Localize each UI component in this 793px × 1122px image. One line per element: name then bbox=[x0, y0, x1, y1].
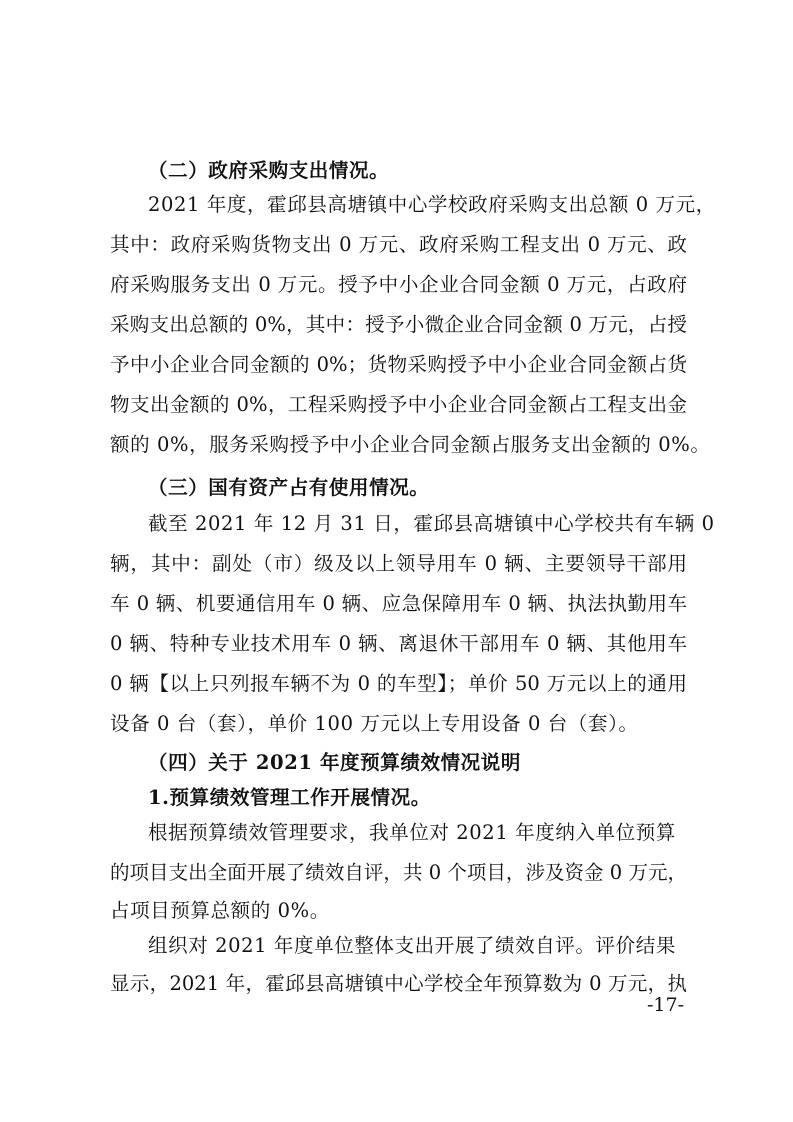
paragraph-line: 予中小企业合同金额的 0%；货物采购授予中小企业合同金额占货 bbox=[110, 353, 687, 376]
paragraph-line: 采购支出总额的 0%，其中：授予小微企业合同金额 0 万元，占授 bbox=[110, 313, 687, 336]
subheading-performance-management: 1.预算绩效管理工作开展情况。 bbox=[148, 786, 431, 809]
paragraph-line: 组织对 2021 年度单位整体支出开展了绩效自评。评价结果 bbox=[148, 934, 676, 957]
paragraph-line: 显示，2021 年，霍邱县高塘镇中心学校全年预算数为 0 万元，执 bbox=[110, 972, 687, 995]
paragraph-line: 截至 2021 年 12 月 31 日，霍邱县高塘镇中心学校共有车辆 0 bbox=[148, 512, 715, 535]
section-heading-government-procurement: （二）政府采购支出情况。 bbox=[148, 159, 390, 182]
paragraph-line: 0 辆【以上只列报车辆不为 0 的车型】；单价 50 万元以上的通用 bbox=[110, 672, 687, 695]
paragraph-line: 0 辆、特种专业技术用车 0 辆、离退休干部用车 0 辆、其他用车 bbox=[110, 632, 687, 655]
page-number: -17- bbox=[647, 994, 685, 1016]
paragraph-line: 占项目预算总额的 0%。 bbox=[110, 899, 330, 922]
paragraph-line: 设备 0 台（套），单价 100 万元以上专用设备 0 台（套）。 bbox=[110, 712, 639, 735]
paragraph-line: 2021 年度，霍邱县高塘镇中心学校政府采购支出总额 0 万元， bbox=[148, 193, 716, 216]
paragraph-line: 额的 0%，服务采购授予中小企业合同金额占服务支出金额的 0%。 bbox=[110, 433, 711, 456]
paragraph-line: 辆，其中：副处（市）级及以上领导用车 0 辆、主要领导干部用 bbox=[110, 552, 687, 575]
paragraph-line: 车 0 辆、机要通信用车 0 辆、应急保障用车 0 辆、执法执勤用车 bbox=[110, 592, 687, 615]
paragraph-line: 的项目支出全面开展了绩效自评，共 0 个项目，涉及资金 0 万元， bbox=[110, 861, 687, 884]
paragraph-line: 物支出金额的 0%，工程采购授予中小企业合同金额占工程支出金 bbox=[110, 393, 687, 416]
paragraph-line: 其中：政府采购货物支出 0 万元、政府采购工程支出 0 万元、政 bbox=[110, 233, 687, 256]
paragraph-line: 根据预算绩效管理要求，我单位对 2021 年度纳入单位预算 bbox=[148, 821, 676, 844]
section-heading-state-assets: （三）国有资产占有使用情况。 bbox=[148, 476, 430, 499]
section-heading-performance: （四）关于 2021 年度预算绩效情况说明 bbox=[148, 751, 521, 774]
paragraph-line: 府采购服务支出 0 万元。授予中小企业合同金额 0 万元，占政府 bbox=[110, 273, 687, 296]
